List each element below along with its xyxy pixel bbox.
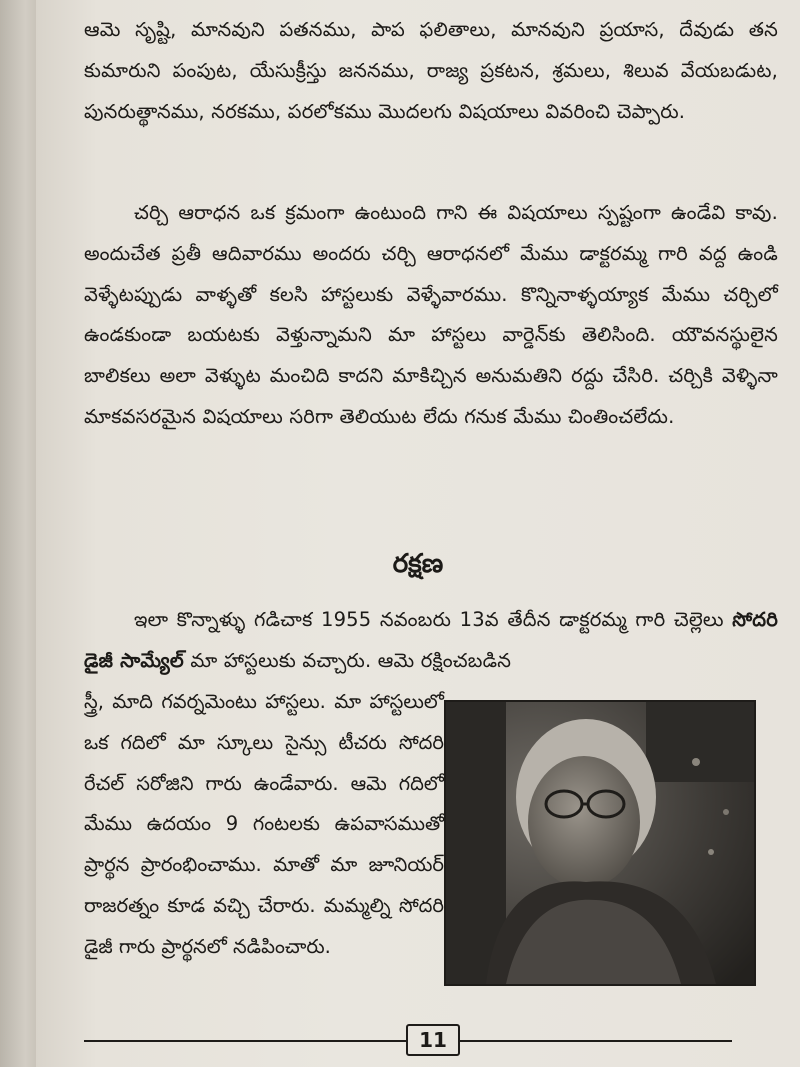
paragraph-3-after-name: మా హాస్టలుకు వచ్చారు. ఆమె రక్షించబడిన: [183, 648, 512, 672]
binding-edge: [0, 0, 36, 1067]
book-page: [36, 0, 800, 1067]
paragraph-3: [84, 600, 778, 682]
paragraph-3-continued-text: స్త్రీ, మాది గవర్నమెంటు హాస్టలు. మా హాస్టలులో ఒక గదిలో మా స్కూలు సైన్సు టీచరు సోదరి రేచల్ సరోజిని గారు ఉండేవారు. ఆమె గదిలో మేము ఉదయం 9 గంటలకు ఉపవాసముతో ప్రార్థన ప్రారంభించాము. మాతో మా జూనియర్ రాజరత్నం కూడ వచ్చి చేరారు. మమ్మల్ని సోదరి డైజీ గారు ప్రార్థనలో నడిపించారు.: [84, 690, 444, 958]
paragraph-3-continued: [84, 682, 444, 968]
highlighted-name: సోదరి డైజీ సామ్యేల్: [84, 608, 778, 672]
paragraph-3-intro: ఇలా కొన్నాళ్ళు గడిచాక 1955 నవంబరు 13వ తేదీన డాక్టరమ్మ గారి చెల్లెలు: [134, 608, 733, 631]
paragraph-3-text: [84, 600, 778, 682]
portrait-image: [446, 702, 754, 984]
page-number: 11: [406, 1024, 460, 1056]
paragraph-1: [84, 10, 778, 132]
paragraph-2-text: చర్చి ఆరాధన ఒక క్రమంగా ఉంటుంది గాని ఈ విషయాలు స్పష్టంగా ఉండేవి కావు. అందుచేత ప్రతీ ఆదివారము అందరు చర్చి ఆరాధనలో మేము డాక్టరమ్మ గారి వద్ద ఉండి వెళ్ళేటప్పుడు వాళ్ళతో కలసి హాస్టలుకు వెళ్ళేవారము. కొన్నినాళ్ళయ్యాక మేము చర్చిలో ఉండకుండా బయటకు వెళ్తున్నామని మా హాస్టలు వార్డెన్‌కు తెలిసింది. యౌవనస్థులైన బాలికలు అలా వెళ్ళుట మంచిది కాదని మాకిచ్చిన అనుమతిని రద్దు చేసిరి. చర్చికి వెళ్ళినా మాకవసరమైన విషయాలు సరిగా తెలియుట లేదు గనుక మేము చింతించలేదు.: [84, 201, 778, 428]
portrait-photo: [444, 700, 756, 986]
section-heading: రక్షణ: [392, 549, 444, 579]
paragraph-1-text: ఆమె సృష్టి, మానవుని పతనము, పాప ఫలితాలు, మానవుని ప్రయాస, దేవుడు తన కుమారుని పంపుట, యేసుక్రీస్తు జననము, రాజ్య ప్రకటన, శ్రమలు, శిలువ వేయబడుట, పునరుత్థానము, నరకము, పరలోకము మొదలగు విషయాలు వివరించి చెప్పారు.: [84, 18, 778, 123]
paragraph-2: [84, 193, 778, 438]
